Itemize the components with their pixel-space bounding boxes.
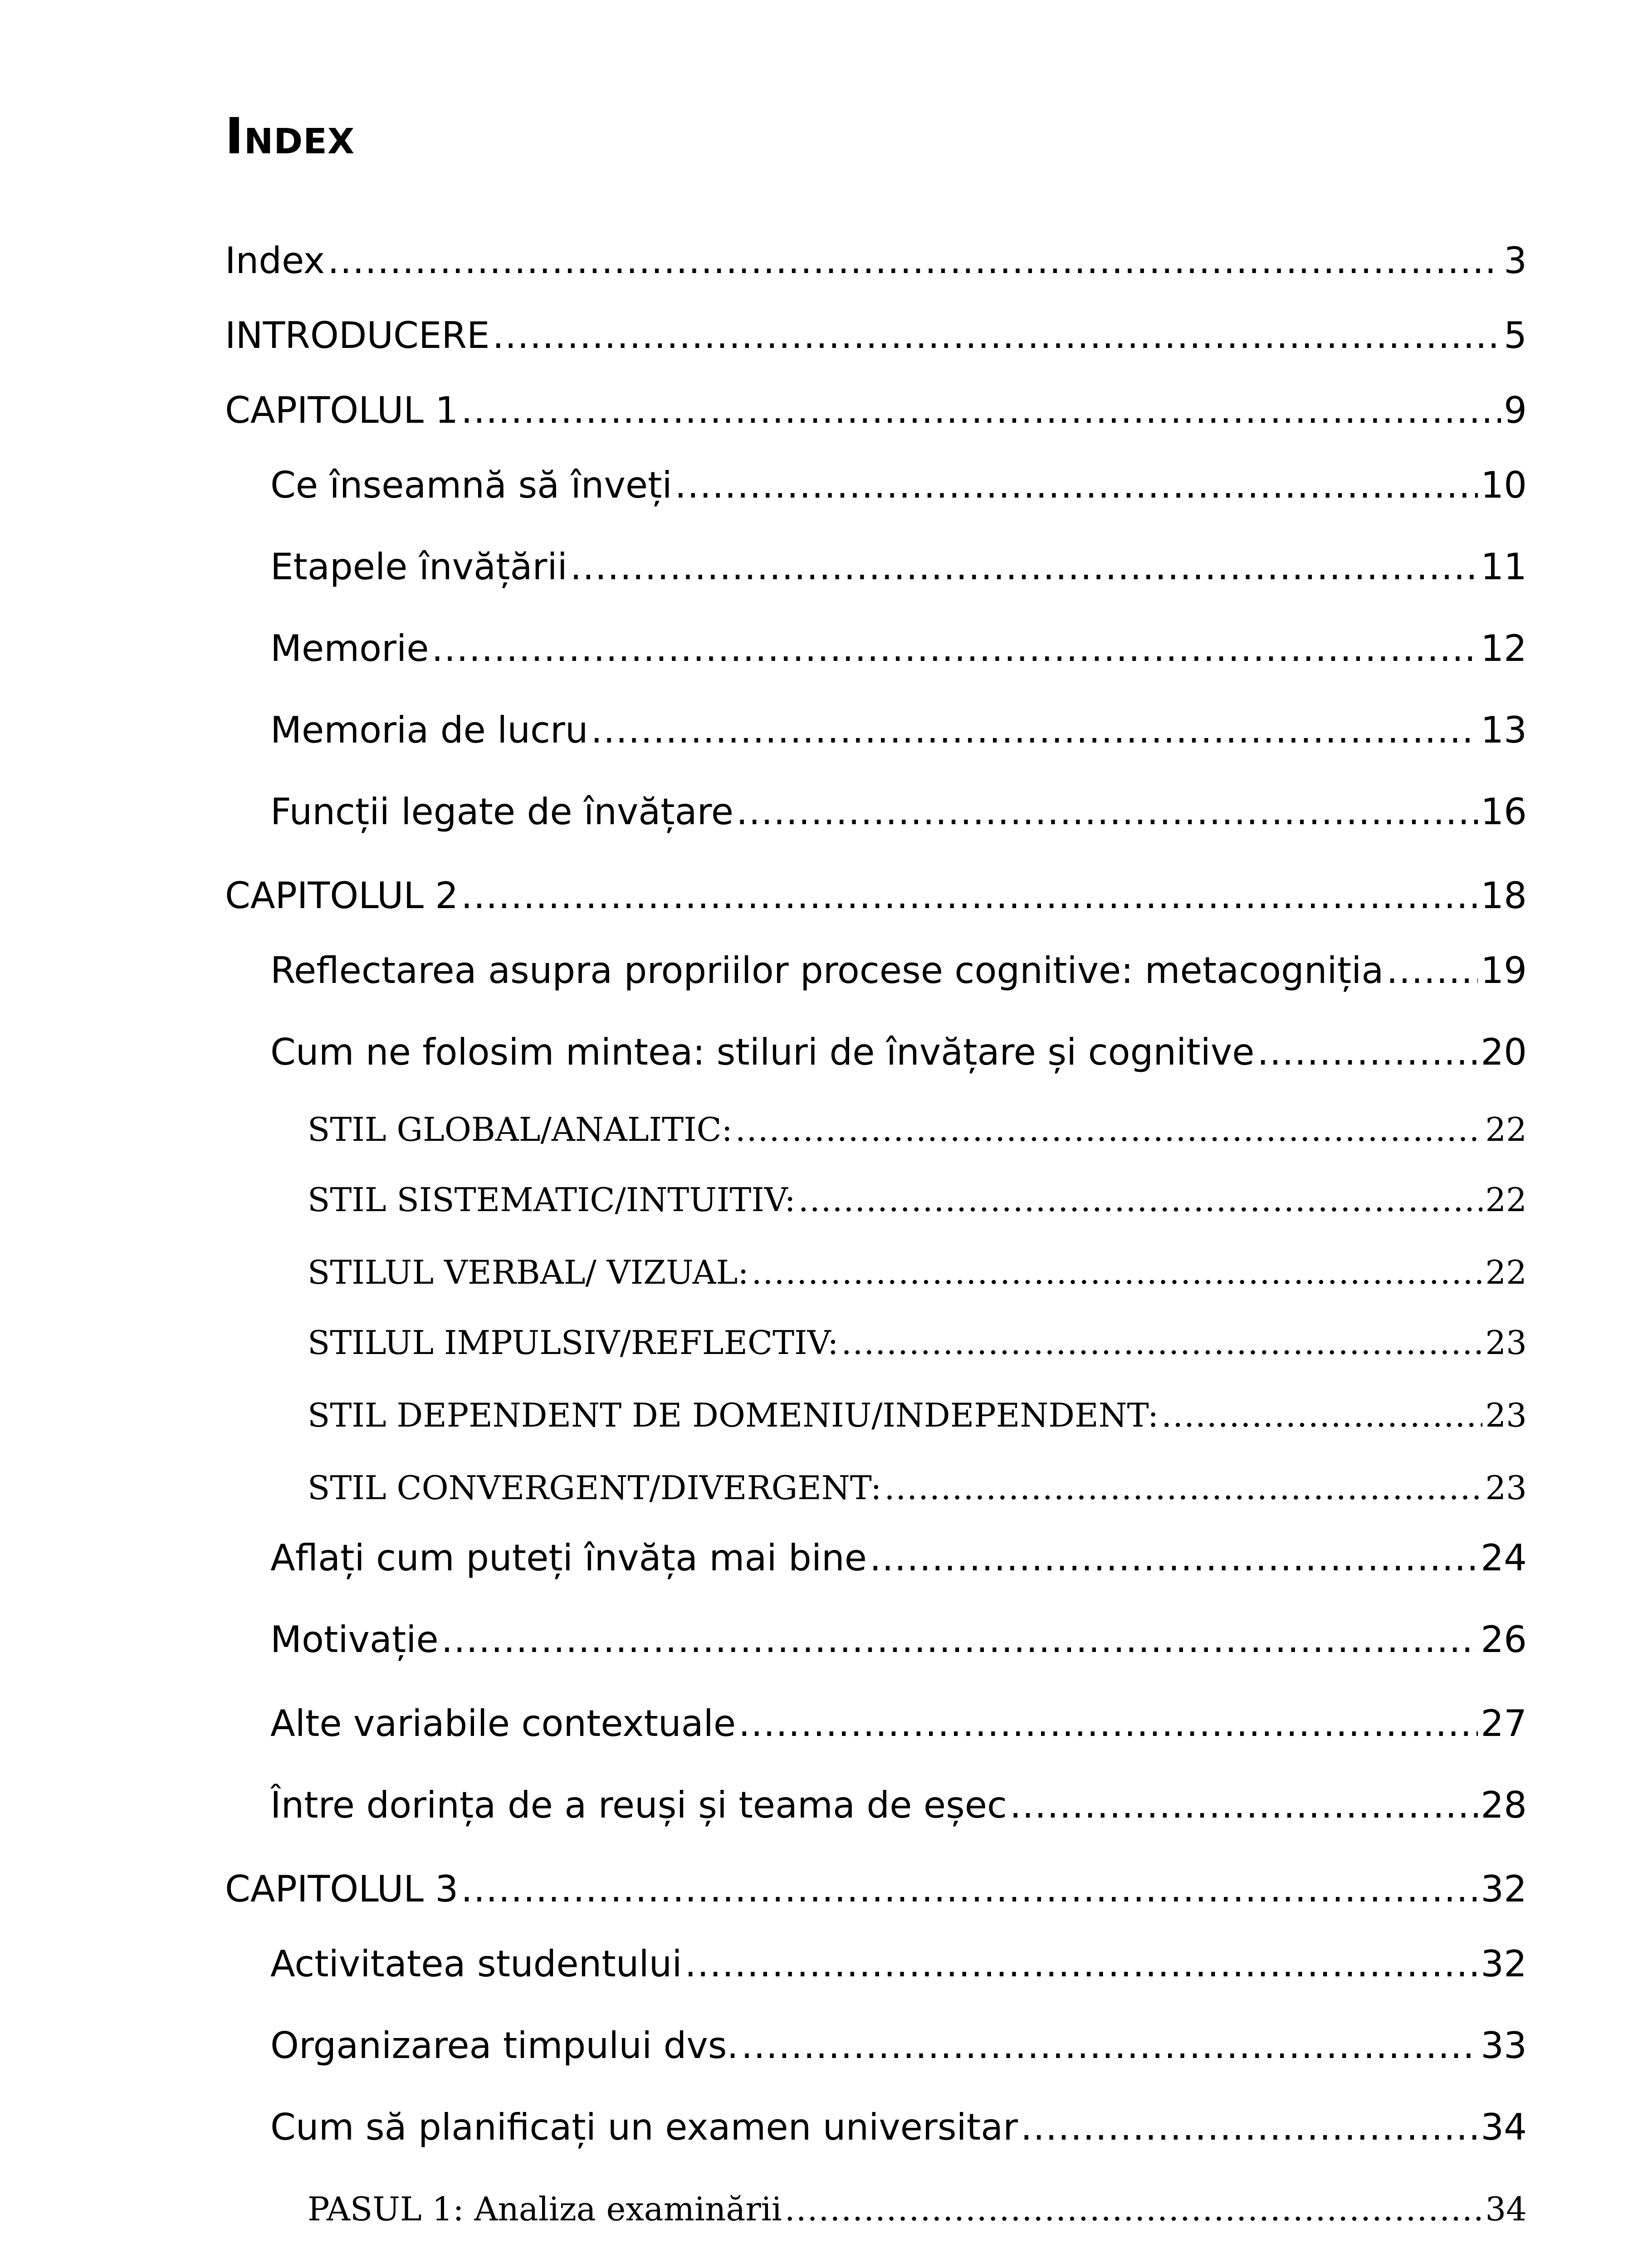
toc-entry-page: 23 xyxy=(1485,1396,1527,1434)
toc-entry[interactable] xyxy=(270,2102,1527,2152)
toc-entry-label: STIL GLOBAL/ANALITIC: xyxy=(308,1110,733,1149)
dot-leader xyxy=(441,1615,1478,1665)
toc-entry-label: STIL DEPENDENT DE DOMENIU/INDEPENDENT: xyxy=(308,1396,1159,1434)
toc-entry-label: CAPITOLUL 2 xyxy=(225,875,459,917)
dot-leader xyxy=(591,705,1478,755)
toc-entry[interactable] xyxy=(225,236,1527,286)
toc-entry[interactable] xyxy=(308,1250,1527,1295)
toc-entry-label: Ce înseamnă să înveți xyxy=(270,464,672,506)
toc-entry-label: STILUL IMPULSIV/REFLECTIV: xyxy=(308,1324,839,1362)
dot-leader xyxy=(735,1107,1482,1152)
toc-entry[interactable] xyxy=(270,1699,1527,1749)
toc-entry-label: Etapele învățării xyxy=(270,546,567,588)
dot-leader xyxy=(870,1533,1478,1583)
toc-entry[interactable] xyxy=(270,1780,1527,1830)
toc-entry-label: Memorie xyxy=(270,627,429,670)
toc-entry-label: Index xyxy=(225,240,325,282)
toc-entry-label: INTRODUCERE xyxy=(225,314,490,357)
toc-entry-page: 18 xyxy=(1481,875,1527,917)
toc-entry[interactable] xyxy=(270,460,1527,510)
dot-leader xyxy=(685,1939,1478,1989)
toc-entry[interactable] xyxy=(308,2186,1527,2232)
toc-entry-page: 32 xyxy=(1481,1943,1527,1985)
toc-entry-label: STIL SISTEMATIC/INTUITIV: xyxy=(308,1181,796,1219)
toc-entry-page: 32 xyxy=(1481,1868,1527,1910)
toc-entry-label: Aflați cum puteți învăța mai bine xyxy=(270,1537,867,1579)
toc-entry-page: 19 xyxy=(1481,949,1527,992)
toc-entry[interactable] xyxy=(270,705,1527,755)
toc-entry-label: Activitatea studentului xyxy=(270,1943,682,1985)
toc-entry[interactable] xyxy=(270,1939,1527,1989)
toc-entry-label: STIL CONVERGENT/DIVERGENT: xyxy=(308,1469,882,1507)
toc-entry-label: CAPITOLUL 3 xyxy=(225,1868,459,1910)
toc-entry[interactable] xyxy=(270,1027,1527,1077)
dot-leader xyxy=(1386,946,1478,996)
toc-entry[interactable] xyxy=(308,1107,1527,1152)
dot-leader xyxy=(738,1699,1478,1749)
toc-entry[interactable] xyxy=(270,787,1527,837)
toc-entry-page: 24 xyxy=(1481,1537,1527,1579)
toc-entry-page: 12 xyxy=(1481,627,1527,670)
toc-entry[interactable] xyxy=(270,542,1527,592)
toc-entry-label: Cum ne folosim mintea: stiluri de învățare și cognitive xyxy=(270,1031,1255,1073)
toc-entry-label: CAPITOLUL 1 xyxy=(225,389,459,431)
toc-entry-page: 20 xyxy=(1481,1031,1527,1073)
dot-leader xyxy=(1257,1027,1478,1077)
toc-entry-label: Cum să planificați un examen universitar xyxy=(270,2106,1018,2148)
toc-entry-label: Funcții legate de învățare xyxy=(270,791,734,833)
dot-leader xyxy=(493,311,1501,361)
dot-leader xyxy=(785,2186,1483,2232)
dot-leader xyxy=(461,1864,1478,1914)
toc-entry-page: 22 xyxy=(1485,1110,1527,1149)
toc-entry-label: Memoria de lucru xyxy=(270,709,588,751)
index-title: Index xyxy=(225,107,355,165)
toc-entry-label: Între dorința de a reuși și teama de eșec xyxy=(270,1784,1007,1826)
toc-entry[interactable] xyxy=(270,1533,1527,1583)
toc-entry-page: 26 xyxy=(1481,1618,1527,1661)
dot-leader xyxy=(461,871,1478,921)
toc-entry[interactable] xyxy=(225,311,1527,361)
toc-entry-label: Motivație xyxy=(270,1618,439,1661)
dot-leader xyxy=(798,1177,1483,1222)
dot-leader xyxy=(461,386,1501,435)
toc-entry[interactable] xyxy=(270,2021,1527,2071)
toc-entry-label: Organizarea timpului dvs. xyxy=(270,2024,738,2067)
toc-entry-page: 33 xyxy=(1481,2024,1527,2067)
toc-entry-page: 23 xyxy=(1485,1324,1527,1362)
dot-leader xyxy=(741,2021,1478,2071)
toc-entry[interactable] xyxy=(270,946,1527,996)
toc-entry-page: 10 xyxy=(1481,464,1527,506)
dot-leader xyxy=(675,460,1478,510)
toc-entry-label: Alte variabile contextuale xyxy=(270,1702,736,1745)
dot-leader xyxy=(752,1250,1483,1295)
toc-entry-page: 28 xyxy=(1481,1784,1527,1826)
toc-entry[interactable] xyxy=(225,871,1527,921)
toc-entry[interactable] xyxy=(225,1864,1527,1914)
dot-leader xyxy=(736,787,1478,837)
toc-entry-page: 5 xyxy=(1504,314,1527,357)
toc-entry-page: 34 xyxy=(1485,2190,1527,2228)
toc-entry[interactable] xyxy=(270,1615,1527,1665)
toc-entry-label: STILUL VERBAL/ VIZUAL: xyxy=(308,1253,749,1291)
toc-entry-label: PASUL 1: Analiza examinării xyxy=(308,2190,782,2228)
toc-entry-page: 27 xyxy=(1481,1702,1527,1745)
toc-entry-page: 11 xyxy=(1481,546,1527,588)
toc-entry[interactable] xyxy=(308,1393,1527,1438)
dot-leader xyxy=(328,236,1501,286)
toc-entry-page: 34 xyxy=(1481,2106,1527,2148)
dot-leader xyxy=(884,1465,1482,1510)
dot-leader xyxy=(1010,1780,1478,1830)
dot-leader xyxy=(841,1320,1483,1365)
toc-entry-page: 3 xyxy=(1504,240,1527,282)
dot-leader xyxy=(431,624,1478,674)
toc-entry-page: 13 xyxy=(1481,709,1527,751)
dot-leader xyxy=(1161,1393,1482,1438)
toc-entry[interactable] xyxy=(225,386,1527,435)
toc-entry-page: 22 xyxy=(1485,1253,1527,1291)
dot-leader xyxy=(1021,2102,1478,2152)
toc-entry[interactable] xyxy=(308,1320,1527,1365)
dot-leader xyxy=(570,542,1478,592)
toc-entry-page: 22 xyxy=(1485,1181,1527,1219)
toc-entry[interactable] xyxy=(308,1465,1527,1510)
toc-entry-label: Reflectarea asupra propriilor procese cognitive: metacogniția xyxy=(270,949,1384,992)
toc-entry-page: 16 xyxy=(1481,791,1527,833)
toc-entry-page: 9 xyxy=(1504,389,1527,431)
toc-entry[interactable] xyxy=(270,624,1527,674)
toc-entry-page: 23 xyxy=(1485,1469,1527,1507)
toc-entry[interactable] xyxy=(308,1177,1527,1222)
